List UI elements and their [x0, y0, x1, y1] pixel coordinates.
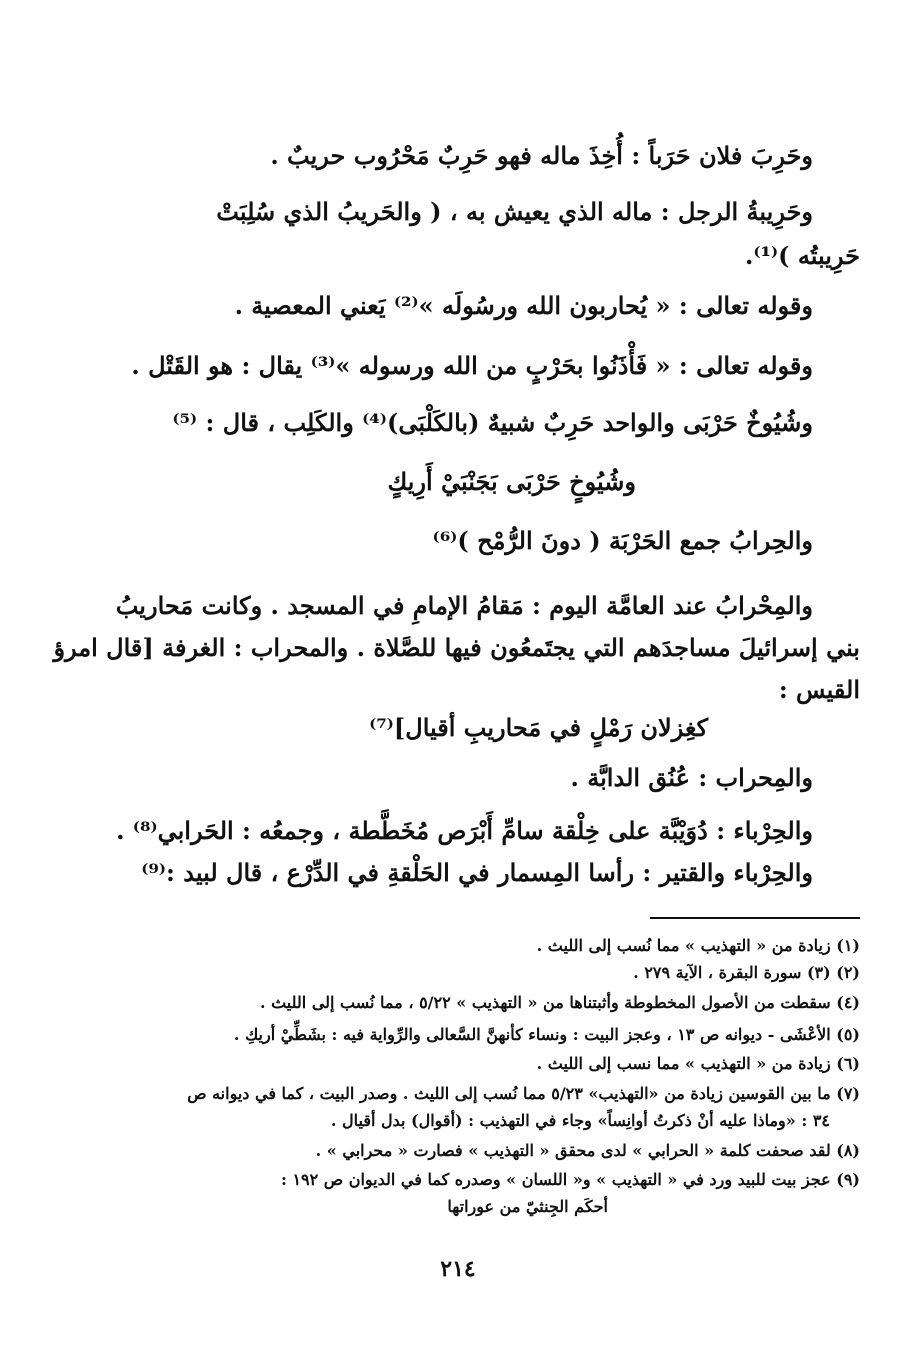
text-line: والحِرْباء والقتير : رأسا المِسمار في الحَلْقةِ في الدِّرْع ، قال لبيد :⁽⁹⁾	[141, 858, 813, 887]
footnote: (٨) لقد صحفت كلمة « الحرابي » لدى محقق « التهذيب » فصارت « محرابي » .	[315, 1141, 860, 1160]
footnote: (٢) (٣) سورة البقرة ، الآية ٢٧٩ .	[633, 963, 860, 982]
text-line: وحَرِبَ فلان حَرَباً : أُخِذَ ماله فهو حَرِبٌ مَحْرُوب حريبٌ .	[270, 141, 813, 170]
verse-line: وشُيُوخٍ حَرْبَى بَجَنْبَيْ أَرِيكٍ	[387, 467, 636, 496]
text-line: وحَرِيبةُ الرجل : ماله الذي يعيش به ، ( والحَريبُ الذي سُلِبَتْ	[216, 197, 813, 226]
text-line: والمِحْرابُ عند العامَّة اليوم : مَقامُ الإمامِ في المسجد . وكانت مَحاريبُ	[115, 591, 813, 620]
footnote: (٩) عجز بيت للبيد ورد في « التهذيب » و« اللسان » وصدره كما في الديوان ص ١٩٢ :	[280, 1170, 860, 1189]
footnote: ٣٤ : «وماذا عليه أنْ ذكرتُ أوانِساً» وجاء في التهذيب : (أقوال) بدل أقيال .	[330, 1111, 830, 1130]
footnote: (٧) ما بين القوسين زيادة من «التهذيب» ٥/٢٣ مما نُسب إلى الليث . وصدر البيت ، كما في ديوانه ص	[187, 1084, 860, 1103]
text-line: وشُيُوخٌ حَرْبَى والواحد حَرِبٌ شبيهٌ (بالكَلْبَى)⁽⁴⁾ والكَلِب ، قال : ⁽⁵⁾	[172, 408, 813, 437]
footnote: (٥) الأعْشَى - ديوانه ص ١٣ ، وعجز البيت : ونساء كأنهنَّ السَّعالى والرِّواية فيه : بشَطِّيْ أريكِ .	[233, 1025, 860, 1044]
text-line: بني إسرائيلَ مساجدَهم التي يجتَمعُون فيها للصَّلاة . والمحراب : الغرفة [قال امرؤ	[53, 633, 860, 662]
verse-line: كغِزلان رَمْلٍ في مَحاريبِ أقيال]⁽⁷⁾	[369, 713, 708, 742]
text-line: والحِرْباء : دُوَيْبَّة على خِلْقة سامِّ أَبْرَص مُخَطَّطة ، وجمعُه : الحَرابي⁽⁸⁾ .	[116, 816, 813, 845]
text-line: والمِحراب : عُنُق الدابَّة .	[570, 763, 813, 792]
page-number: ٢١٤	[440, 1256, 476, 1282]
footnote-verse: أحكَم الجِنثيّ من عوراتها	[447, 1197, 608, 1216]
footnote: (٤) سقطت من الأصول المخطوطة وأثبتناها من « التهذيب » ٥/٢٢ ، مما نُسب إلى الليث .	[259, 993, 860, 1012]
text-line: وقوله تعالى : « فَأْذَنُوا بحَرْبٍ من الله ورسوله »⁽³⁾ يقال : هو القَتْل .	[131, 351, 813, 380]
text-line: القيس :	[778, 675, 860, 704]
text-line: وقوله تعالى : « يُحاربون الله ورسُولَه »⁽²⁾ يَعني المعصية .	[234, 291, 813, 320]
footnote: (١) زيادة من « التهذيب » مما نُسب إلى الليث .	[536, 936, 860, 955]
footnote: (٦) زيادة من « التهذيب » مما نسب إلى الليث .	[536, 1054, 860, 1073]
footnote-separator	[650, 917, 860, 919]
text-line: حَرِيبتُه )⁽¹⁾.	[745, 241, 860, 270]
text-line: والحِرابُ جمع الحَرْبَة ( دونَ الرُّمْح )⁽⁶⁾	[432, 526, 813, 555]
